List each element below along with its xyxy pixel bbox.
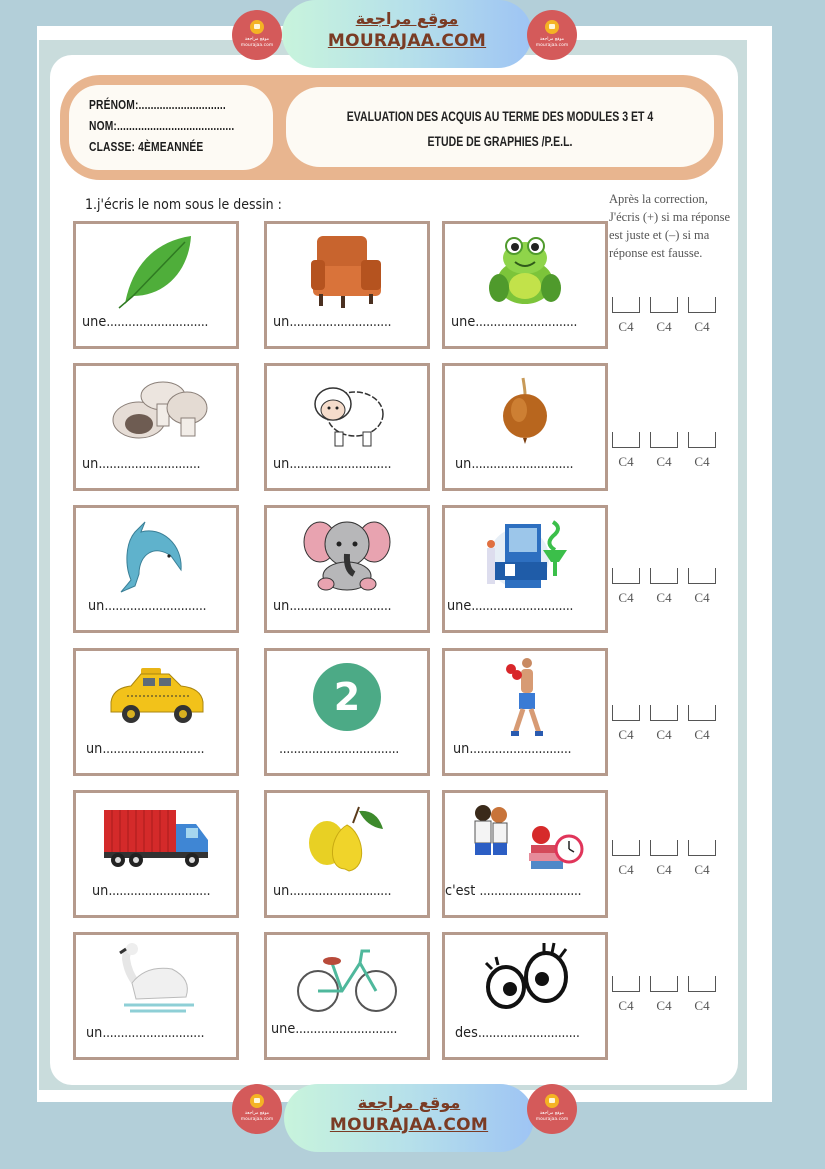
picture-card-leaf (73, 221, 239, 349)
leaf-icon (76, 228, 236, 312)
logo-icon (250, 20, 264, 34)
dolphin-icon (76, 512, 236, 596)
checkbox[interactable] (612, 432, 640, 448)
checkbox[interactable] (612, 840, 640, 856)
picture-card-taxi (73, 648, 239, 776)
answer-dots: ............................ (469, 741, 572, 757)
criterion-label: C4 (694, 590, 710, 605)
self-check-row-3 (612, 568, 722, 612)
picture-card-bicycle (264, 932, 430, 1060)
checkbox[interactable] (688, 568, 716, 584)
badge-text: موقع مراجعة mourajaa.com (535, 1111, 569, 1122)
answer-dots: ............................ (477, 1025, 580, 1041)
criterion-label: C4 (618, 454, 634, 469)
self-check-row-6 (612, 976, 722, 1020)
picture-card-sheep (264, 363, 430, 491)
article-label: un (92, 883, 109, 899)
answer-dots: ............................ (108, 883, 211, 899)
answer-line[interactable] (447, 598, 573, 614)
criterion-label: C4 (656, 319, 672, 334)
answer-line[interactable] (86, 1025, 204, 1041)
truck-icon (76, 797, 236, 881)
self-check-row-1 (612, 297, 722, 341)
article-label: un (273, 883, 290, 899)
nom-field[interactable]: NOM:....................................... (89, 119, 235, 133)
boxer-icon (445, 655, 605, 739)
banner-site-link[interactable]: MOURAJAA.COM (327, 31, 487, 51)
answer-line[interactable] (82, 314, 208, 330)
title-box (286, 87, 714, 167)
correction-note: Après la correction, J'écris (+) si ma réponse est juste et (–) si ma réponse est fausse. (609, 192, 731, 260)
article-label: une (447, 598, 472, 614)
picture-card-armchair (264, 221, 430, 349)
classe-label: CLASSE: 4ÈMEANNÉE (89, 140, 204, 154)
site-logo-badge-left[interactable] (232, 10, 282, 60)
answer-dots: ............................ (471, 456, 574, 472)
site-logo-badge-right-bottom[interactable] (527, 1084, 577, 1134)
article-label: un (86, 741, 103, 757)
answer-dots: ............................ (295, 1021, 398, 1037)
article-label: un (88, 598, 105, 614)
picture-card-number-two (264, 648, 430, 776)
answer-dots: ............................ (106, 314, 209, 330)
exercise-instruction: 1.j'écris le nom sous le dessin : (85, 197, 282, 213)
answer-dots: ............................ (475, 314, 578, 330)
picture-card-mushrooms (73, 363, 239, 491)
answer-line[interactable] (86, 741, 204, 757)
picture-card-pharmacy (442, 505, 608, 633)
criterion-label: C4 (694, 319, 710, 334)
criterion-label: C4 (618, 727, 634, 742)
answer-dots: ............................ (102, 1025, 205, 1041)
number-badge: 2 (313, 663, 381, 731)
pharmacy-icon (445, 512, 605, 596)
picture-card-onion (442, 363, 608, 491)
badge-text: موقع مراجعة mourajaa.com (240, 1111, 274, 1122)
picture-card-swan (73, 932, 239, 1060)
armchair-icon (267, 228, 427, 312)
answer-dots: ............................ (102, 741, 205, 757)
self-check-row-5 (612, 840, 722, 884)
checkbox[interactable] (688, 976, 716, 992)
article-label: des (455, 1025, 478, 1041)
answer-line[interactable] (271, 1021, 397, 1037)
site-logo-badge-right[interactable] (527, 10, 577, 60)
criterion-label: C4 (694, 862, 710, 877)
logo-icon (545, 20, 559, 34)
banner-site-link[interactable]: MOURAJAA.COM (329, 1115, 489, 1135)
site-banner-top[interactable] (282, 0, 532, 68)
swan-icon (76, 939, 236, 1023)
frog-icon (445, 228, 605, 312)
checkbox[interactable] (650, 840, 678, 856)
article-label: un (455, 456, 472, 472)
picture-card-frog (442, 221, 608, 349)
checkbox[interactable] (612, 705, 640, 721)
number-two-icon (267, 655, 427, 739)
banner-arabic-title: موقع مراجعة (357, 1093, 461, 1112)
onion-icon (445, 370, 605, 454)
taxi-icon (76, 655, 236, 739)
criterion-label: C4 (618, 998, 634, 1013)
article-label: un (453, 741, 470, 757)
logo-icon (545, 1094, 559, 1108)
article-label: un (86, 1025, 103, 1041)
checkbox[interactable] (650, 297, 678, 313)
checkbox[interactable] (688, 432, 716, 448)
banner-arabic-title: موقع مراجعة (355, 9, 459, 28)
criterion-label: C4 (656, 862, 672, 877)
criterion-label: C4 (656, 998, 672, 1013)
prenom-field[interactable]: PRÉNOM:............................. (89, 98, 226, 112)
checkbox[interactable] (650, 432, 678, 448)
article-label: un (273, 598, 290, 614)
answer-dots: ............................ (289, 883, 392, 899)
picture-card-quince (264, 790, 430, 918)
student-info-box (69, 85, 273, 170)
answer-dots: ............................ (479, 883, 582, 899)
sheep-icon (267, 370, 427, 454)
article-label: une (82, 314, 107, 330)
criterion-label: C4 (618, 862, 634, 877)
criterion-label: C4 (618, 590, 634, 605)
answer-dots: ................................. (279, 741, 399, 757)
worksheet-title: EVALUATION DES ACQUIS AU TERME DES MODULES 3 ET 4 (346, 109, 654, 124)
quince-icon (267, 797, 427, 881)
criterion-label: C4 (694, 998, 710, 1013)
back-to-school-icon (445, 797, 605, 881)
answer-line[interactable] (279, 741, 399, 757)
picture-card-boxer (442, 648, 608, 776)
criterion-label: C4 (618, 319, 634, 334)
checkbox[interactable] (612, 976, 640, 992)
badge-text: موقع مراجعة mourajaa.com (240, 37, 274, 48)
eyes-icon (445, 939, 605, 1023)
checkbox[interactable] (612, 568, 640, 584)
answer-dots: ............................ (289, 314, 392, 330)
checkbox[interactable] (650, 705, 678, 721)
answer-line[interactable] (273, 883, 391, 899)
picture-card-elephant (264, 505, 430, 633)
elephant-icon (267, 512, 427, 596)
bicycle-icon (267, 939, 427, 1023)
answer-line[interactable] (455, 1025, 580, 1041)
worksheet-header (60, 75, 723, 180)
answer-dots: ............................ (289, 598, 392, 614)
checkbox[interactable] (688, 840, 716, 856)
answer-line[interactable] (82, 456, 200, 472)
checkbox[interactable] (688, 705, 716, 721)
criterion-label: C4 (656, 454, 672, 469)
answer-line[interactable] (455, 456, 573, 472)
answer-dots: ............................ (104, 598, 207, 614)
self-check-row-2 (612, 432, 722, 476)
criterion-label: C4 (694, 454, 710, 469)
logo-icon (250, 1094, 264, 1108)
answer-line[interactable] (92, 883, 210, 899)
answer-line[interactable] (451, 314, 577, 330)
checkbox[interactable] (688, 297, 716, 313)
picture-card-truck (73, 790, 239, 918)
answer-line[interactable] (88, 598, 206, 614)
criterion-label: C4 (694, 727, 710, 742)
worksheet-subtitle: ETUDE DE GRAPHIES /P.E.L. (427, 134, 573, 149)
article-label: un (82, 456, 99, 472)
article-label: une (451, 314, 476, 330)
picture-card-dolphin (73, 505, 239, 633)
answer-line[interactable] (453, 741, 571, 757)
answer-dots: ............................ (98, 456, 201, 472)
checkbox[interactable] (612, 297, 640, 313)
answer-line[interactable] (273, 456, 391, 472)
criterion-label: C4 (656, 727, 672, 742)
answer-dots: ............................ (471, 598, 574, 614)
article-label: une (271, 1021, 296, 1037)
answer-line[interactable] (445, 883, 581, 899)
article-label: c'est (445, 883, 476, 899)
answer-line[interactable] (273, 314, 391, 330)
answer-dots: ............................ (289, 456, 392, 472)
checkbox[interactable] (650, 568, 678, 584)
self-check-row-4 (612, 705, 722, 749)
site-banner-bottom[interactable] (284, 1084, 534, 1152)
picture-card-back-to-school (442, 790, 608, 918)
article-label: un (273, 456, 290, 472)
picture-card-eyes (442, 932, 608, 1060)
criterion-label: C4 (656, 590, 672, 605)
article-label: un (273, 314, 290, 330)
mushrooms-icon (76, 370, 236, 454)
badge-text: موقع مراجعة mourajaa.com (535, 37, 569, 48)
checkbox[interactable] (650, 976, 678, 992)
site-logo-badge-left-bottom[interactable] (232, 1084, 282, 1134)
answer-line[interactable] (273, 598, 391, 614)
